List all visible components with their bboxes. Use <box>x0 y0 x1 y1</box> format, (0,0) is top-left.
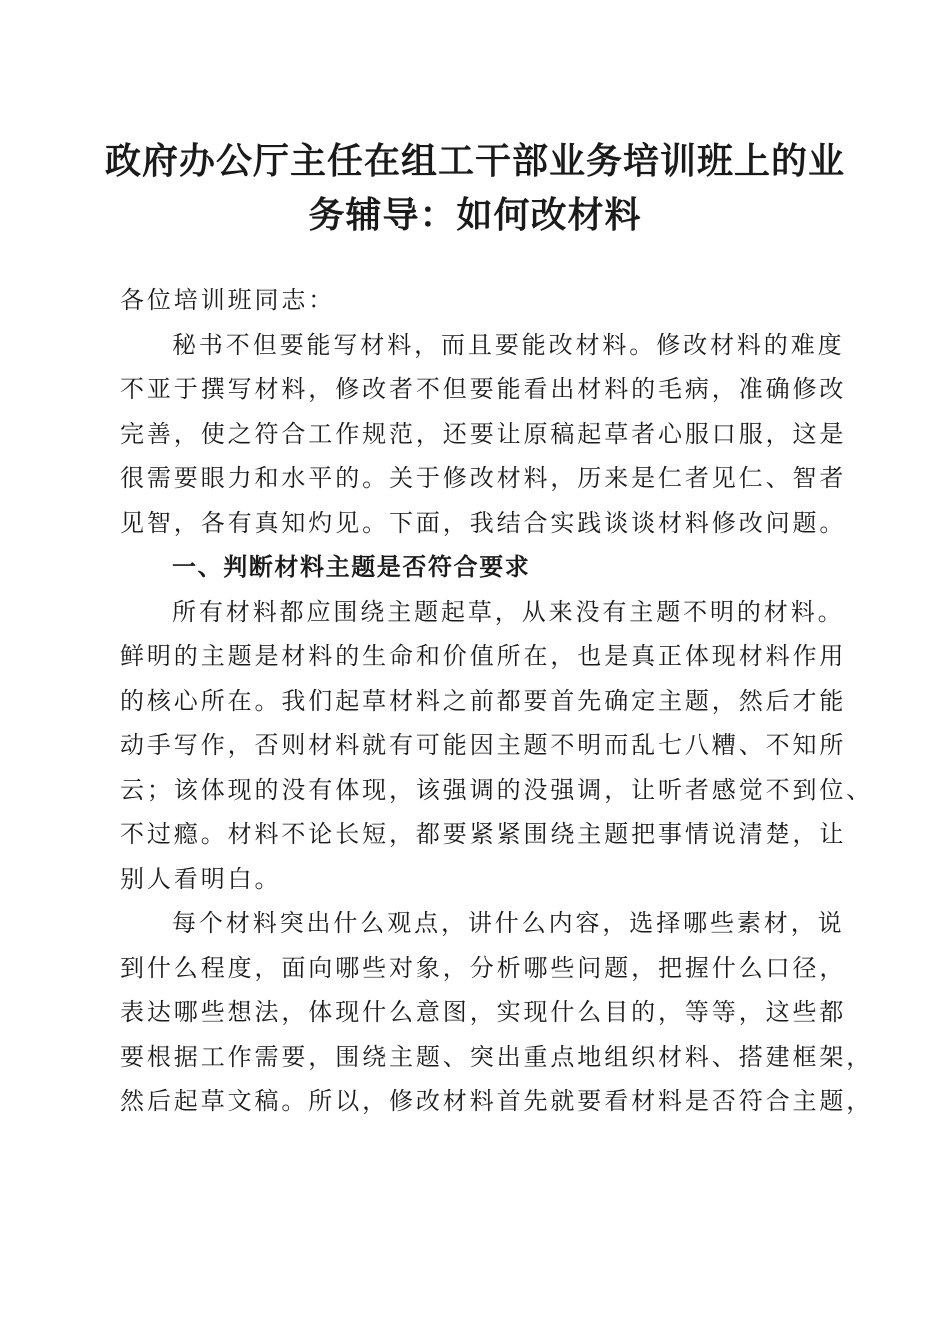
title-line-2: 务辅导：如何改材料 <box>308 194 642 236</box>
paragraph-line: 到什么程度，面向哪些对象，分析哪些问题，把握什么口径， <box>120 953 847 982</box>
section-heading-1 <box>120 545 840 590</box>
document-title <box>100 134 850 242</box>
paragraph-line: 要根据工作需要，围绕主题、突出重点地组织材料、搭建框架， <box>120 1042 874 1071</box>
title-line-1: 政府办公厅主任在组工干部业务培训班上的业 <box>104 140 845 182</box>
paragraph-line: 秘书不但要能写材料，而且要能改材料。修改材料的难度 <box>172 330 845 359</box>
paragraph-line: 很需要眼力和水平的。关于修改材料，历来是仁者见仁、智者 <box>120 464 847 492</box>
paragraph-intro <box>120 323 847 546</box>
salutation <box>120 278 840 323</box>
paragraph-line: 的核心所在。我们起草材料之前都要首先确定主题，然后才能 <box>120 686 847 715</box>
paragraph-viewpoints <box>120 901 874 1124</box>
paragraph-line: 云；该体现的没有体现，该强调的没强调，让听者感觉不到位、 <box>120 775 874 804</box>
paragraph-line: 完善，使之符合工作规范，还要让原稿起草者心服口服，这是 <box>120 419 847 448</box>
paragraph-line: 鲜明的主题是材料的生命和价值所在，也是真正体现材料作用 <box>120 642 847 670</box>
section-heading-text: 一、判断材料主题是否符合要求 <box>172 553 531 581</box>
paragraph-line: 所有材料都应围绕主题起草，从来没有主题不明的材料。 <box>172 597 845 626</box>
paragraph-line: 然后起草文稿。所以，修改材料首先就要看材料是否符合主题， <box>120 1087 874 1115</box>
paragraph-line: 不亚于撰写材料，修改者不但要能看出材料的毛病，准确修改 <box>120 375 847 403</box>
paragraph-theme <box>120 590 874 902</box>
paragraph-line: 不过瘾。材料不论长短，都要紧紧围绕主题把事情说清楚，让 <box>120 820 847 848</box>
paragraph-line: 每个材料突出什么观点，讲什么内容，选择哪些素材，说 <box>172 909 845 937</box>
paragraph-line: 见智，各有真知灼见。下面，我结合实践谈谈材料修改问题。 <box>120 508 847 537</box>
paragraph-line: 表达哪些想法，体现什么意图，实现什么目的，等等，这些都 <box>120 998 847 1026</box>
salutation-text: 各位培训班同志： <box>120 286 336 314</box>
paragraph-line: 动手写作，否则材料就有可能因主题不明而乱七八糟、不知所 <box>120 731 847 759</box>
paragraph-line: 别人看明白。 <box>120 864 282 893</box>
document-body <box>120 278 874 1124</box>
